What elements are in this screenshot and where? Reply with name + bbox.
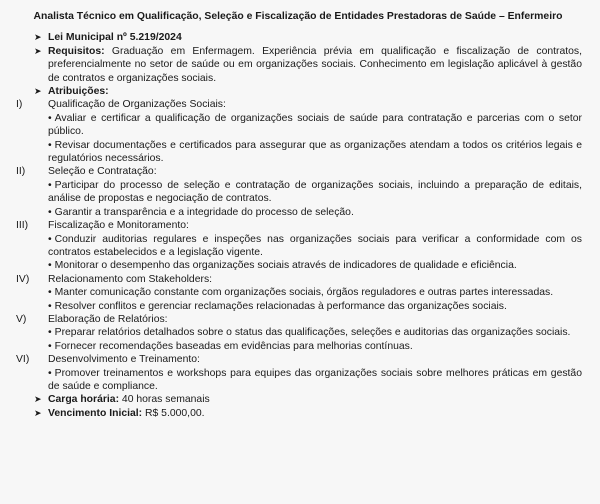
requisitos-item (14, 45, 582, 85)
list-item (14, 367, 582, 394)
list-item-text: Resolver conflitos e gerenciar reclamações relacionadas à performance das organizações sociais. (54, 300, 507, 312)
section-2-heading (14, 165, 582, 178)
section-numeral: II) (16, 166, 26, 178)
section-numeral: V) (16, 313, 27, 325)
list-item (14, 326, 582, 339)
bullet-icon: • (48, 367, 52, 379)
carga-label: Carga horária: (48, 394, 120, 406)
section-5-heading (14, 313, 582, 326)
bullet-icon: • (48, 260, 52, 272)
vencimento-item (14, 407, 582, 420)
section-title: Elaboração de Relatórios: (48, 313, 168, 325)
list-item-text: Monitorar o desempenho das organizações sociais através de indicadores de qualidade e eficiência. (54, 260, 517, 272)
requisitos-text: Graduação em Enfermagem. Experiência prévia em qualificação e fiscalização de contratos, preferencialmente no setor de saúde ou em organizações sociais. Conhecimento em legislação aplicável à gestão de contratos e organizações sociais. (48, 45, 583, 84)
section-4-heading (14, 273, 582, 286)
bullet-icon: • (48, 327, 52, 339)
list-item (14, 340, 582, 353)
bullet-icon: • (48, 233, 52, 245)
section-numeral: I) (16, 99, 23, 111)
list-item-text: Conduzir auditorias regulares e inspeções nas organizações sociais para verificar a conformidade com os contratos estabelecidos e a legislação vigente. (48, 233, 582, 258)
list-item-text: Avaliar e certificar a qualificação de organizações sociais de saúde para contratação e parcerias com o setor público. (48, 112, 582, 138)
list-item-text: Promover treinamentos e workshops para equipes das organizações sociais sobre melhores práticas em gestão de saúde e compliance. (48, 367, 582, 392)
list-item-text: Garantir a transparência e a integridade do processo de seleção. (54, 206, 354, 218)
list-item (14, 112, 582, 139)
section-6-heading (14, 353, 582, 366)
list-item-text: Preparar relatórios detalhados sobre o status das qualificações, seleções e auditorias das organizações sociais. (54, 327, 571, 339)
arrow-right-icon: ➤ (34, 45, 42, 56)
atribuicoes-label: Atribuições: (48, 86, 109, 98)
section-title: Qualificação de Organizações Sociais: (48, 99, 226, 111)
section-numeral: IV) (16, 273, 30, 285)
bullet-icon: • (48, 139, 52, 151)
section-title: Desenvolvimento e Treinamento: (48, 354, 200, 366)
list-item (14, 179, 582, 206)
carga-item (14, 393, 582, 406)
list-item-text: Revisar documentações e certificados para assegurar que as organizações atendam a todos os critérios legais e regulatórios necessários. (48, 139, 582, 165)
list-item (14, 233, 582, 260)
bullet-icon: • (48, 287, 52, 299)
section-title: Relacionamento com Stakeholders: (48, 273, 213, 285)
list-item-text: Manter comunicação constante com organizações sociais, órgãos reguladores e outras partes interessadas. (54, 287, 554, 299)
bullet-icon: • (48, 340, 52, 352)
list-item (14, 139, 582, 166)
bullet-icon: • (48, 300, 52, 312)
section-title: Seleção e Contratação: (48, 166, 157, 178)
lei-item (14, 31, 582, 44)
arrow-right-icon: ➤ (34, 394, 42, 405)
document-title: Analista Técnico em Qualificação, Seleção e Fiscalização de Entidades Prestadoras de Saúde – Enfermeiro (33, 11, 563, 22)
list-item-text: Fornecer recomendações baseadas em evidências para melhorias contínuas. (54, 340, 413, 352)
arrow-right-icon: ➤ (34, 32, 42, 43)
bullet-icon: • (48, 179, 52, 191)
carga-value: 40 horas semanais (121, 394, 210, 406)
section-numeral: VI) (16, 354, 30, 366)
list-item (14, 300, 582, 313)
section-numeral: III) (16, 220, 29, 232)
list-item-text: Participar do processo de seleção e contratação de organizações sociais, incluindo a preparação de editais, análise de propostas e negociação de contratos. (48, 179, 582, 205)
list-item (14, 206, 582, 219)
atribuicoes-item (14, 85, 582, 98)
vencimento-label: Vencimento Inicial: (48, 407, 143, 419)
arrow-right-icon: ➤ (34, 407, 42, 418)
bullet-icon: • (48, 206, 52, 218)
arrow-right-icon: ➤ (34, 86, 42, 97)
section-title: Fiscalização e Monitoramento: (48, 220, 189, 232)
lei-label: Lei Municipal nº 5.219/2024 (48, 32, 182, 44)
section-1-heading (14, 98, 582, 111)
list-item (14, 286, 582, 299)
section-3-heading (14, 219, 582, 232)
vencimento-value: R$ 5.000,00. (145, 407, 205, 419)
requisitos-label: Requisitos: (48, 45, 105, 57)
list-item (14, 259, 582, 272)
bullet-icon: • (48, 112, 52, 124)
